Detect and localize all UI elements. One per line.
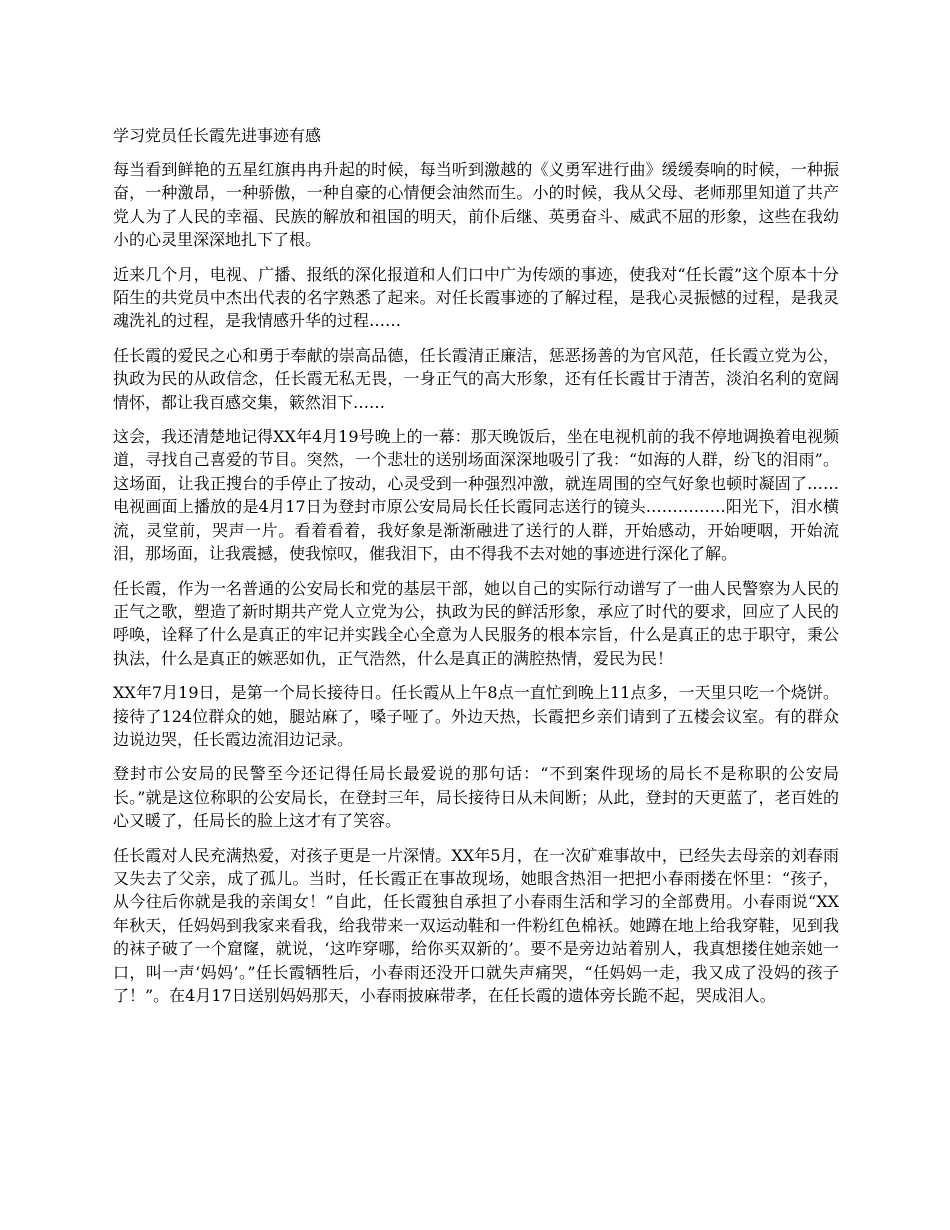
paragraph-8: 任长霞对人民充满热爱，对孩子更是一片深情。XX年5月，在一次矿难事故中，已经失去母亲的刘春雨又失去了父亲，成了孤儿。当时，任长霞正在事故现场，她眼含热泪一把把小春雨搂在怀里：“孩子，从今往后你就是我的亲闺女！”自此，任长霞独自承担了小春雨生活和学习的全部费用。小春雨说“XX年秋天，任妈妈到我家来看我，给我带来一双运动鞋和一件粉红色棉袄。她蹲在地上给我穿鞋，见到我的袜子破了一个窟窿，就说，‘这咋穿哪，给你买双新的’。要不是旁边站着别人，我真想搂住她亲她一口，叫一声‘妈妈’。”任长霞牺牲后，小春雨还没开口就失声痛哭，“任妈妈一走，我又成了没妈的孩子了！”。在4月17日送别妈妈那天，小春雨披麻带孝，在任长霞的遗体旁长跪不起，哭成泪人。 [113, 845, 839, 1005]
paragraph-4: 这会，我还清楚地记得XX年4月19号晚上的一幕：那天晚饭后，坐在电视机前的我不停地调换着电视频道，寻找自己喜爱的节目。突然，一个悲壮的送别场面深深地吸引了我：“如海的人群，纷飞的泪雨”。这场面，让我正搜台的手停止了按动，心灵受到一种强烈冲激，就连周围的空气好象也顿时凝固了……电视画面上播放的是4月17日为登封市原公安局局长任长霞同志送行的镜头……………阳光下，泪水横流，灵堂前，哭声一片。看着看着，我好象是渐渐融进了送行的人群，开始感动，开始哽咽，开始流泪，那场面，让我震撼，使我惊叹，催我泪下，由不得我不去对她的事迹进行深化了解。 [113, 427, 839, 564]
document-title: 学习党员任长霞先进事迹有感 [113, 126, 322, 145]
paragraph-3: 任长霞的爱民之心和勇于奉献的崇高品德，任长霞清正廉洁，惩恶扬善的为官风范，任长霞立党为公，执政为民的从政信念，任长霞无私无畏，一身正气的高大形象，还有任长霞甘于清苦，淡泊名利的宽阔情怀，都让我百感交集，簌然泪下…… [113, 345, 839, 412]
paragraph-2: 近来几个月，电视、广播、报纸的深化报道和人们口中广为传颂的事迹，使我对“任长霞”这个原本十分陌生的共党员中杰出代表的名字熟悉了起来。对任长霞事迹的了解过程，是我心灵振憾的过程，是我灵魂洗礼的过程，是我情感升华的过程…… [113, 264, 839, 331]
paragraph-5: 任长霞，作为一名普通的公安局长和党的基层干部，她以自己的实际行动谱写了一曲人民警察为人民的正气之歌，塑造了新时期共产党人立党为公，执政为民的鲜活形象，承应了时代的要求，回应了人民的呼唤，诠释了什么是真正的牢记并实践全心全意为人民服务的根本宗旨，什么是真正的忠于职守，秉公执法，什么是真正的嫉恶如仇，正气浩然，什么是真正的满腔热情，爱民为民！ [113, 578, 839, 668]
document-body [113, 124, 839, 1018]
paragraph-7: 登封市公安局的民警至今还记得任局长最爱说的那句话：“不到案件现场的局长不是称职的公安局长。”就是这位称职的公安局长，在登封三年，局长接待日从未间断；从此，登封的天更蓝了，老百姓的心又暖了，任局长的脸上这才有了笑容。 [113, 764, 839, 831]
paragraph-6: XX年7月19日，是第一个局长接待日。任长霞从上午8点一直忙到晚上11点多，一天里只吃一个烧饼。接待了124位群众的她，腿站麻了，嗓子哑了。外边天热，长霞把乡亲们请到了五楼会议室。有的群众边说边哭，任长霞边流泪边记录。 [113, 683, 839, 749]
paragraph-1: 每当看到鲜艳的五星红旗冉冉升起的时候，每当听到激越的《义勇军进行曲》缓缓奏响的时候，一种振奋，一种激昂，一种骄傲，一种自豪的心情便会油然而生。小的时候，我从父母、老师那里知道了共产党人为了人民的幸福、民族的解放和祖国的明天，前仆后继、英勇奋斗、威武不屈的形象，这些在我幼小的心灵里深深地扎下了根。 [113, 160, 839, 250]
